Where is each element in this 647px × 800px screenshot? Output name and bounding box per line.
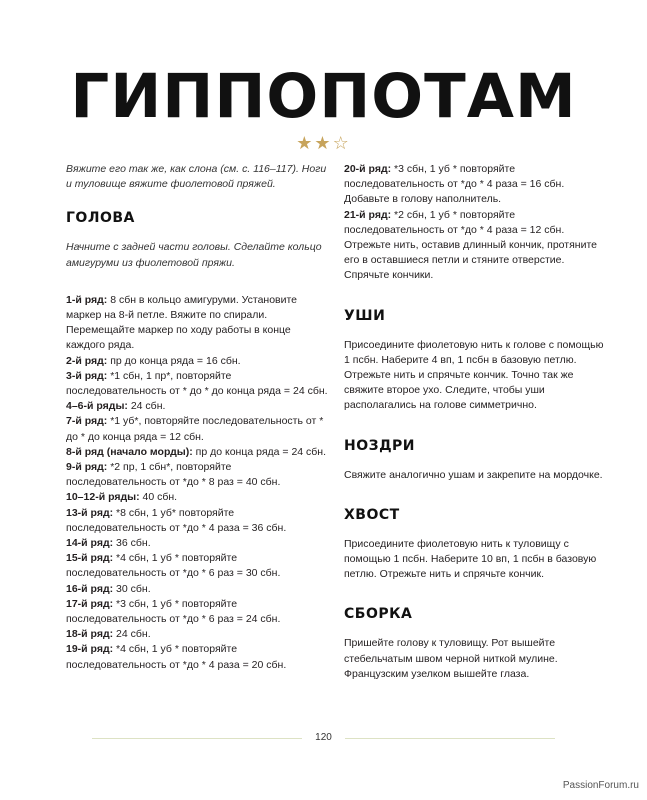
row-text: 24 сбн. (113, 628, 151, 641)
row-3 (66, 369, 328, 399)
row-label: 18-й ряд: (66, 628, 114, 641)
heading-ears: УШИ (344, 307, 386, 324)
row-text: 36 сбн. (113, 537, 151, 550)
tail-text: Присоедините фиолетовую нить к туловищу с помощью 1 псбн. Наберите 10 вп, 1 псбн в базовую петлю. Отрежьте нить и спрячьте кончик. (344, 537, 597, 581)
row-15 (66, 551, 328, 581)
row-label: 17-й ряд: (66, 597, 114, 610)
row-10-12 (66, 490, 328, 505)
row-label: 9-й ряд: (66, 461, 108, 474)
heading-assembly: СБОРКА (344, 606, 413, 623)
left-column (66, 162, 328, 673)
row-text: *3 сбн, 1 уб * повторяйте последовательность от *до * 4 раза = 16 сбн. Добавьте в голову наполнитель. (344, 163, 565, 206)
row-20 (344, 162, 606, 208)
row-13 (66, 506, 328, 536)
row-1 (66, 293, 328, 354)
row-text: *2 пр, 1 сбн*, повторяйте последовательность от *до * 8 раз = 40 сбн. (66, 461, 281, 489)
row-text: *3 сбн, 1 уб * повторяйте последовательность от *до * 6 раз = 24 сбн. (66, 597, 281, 626)
row-label: 2-й ряд: (66, 354, 108, 367)
nostrils-text: Свяжите аналогично ушам и закрепите на мордочке. (344, 468, 603, 481)
row-text: пр до конца ряда = 24 сбн. (192, 445, 327, 458)
row-2 (66, 354, 328, 369)
row-14 (66, 536, 328, 551)
row-8 (66, 445, 328, 460)
intro-note: Вяжите его так же, как слона (см. с. 116–117). Ноги и туловище вяжите фиолетовой пряжей. (66, 163, 327, 191)
row-label: 8-й ряд (начало морды): (66, 445, 193, 458)
heading-head: ГОЛОВА (66, 210, 135, 227)
row-16 (66, 582, 328, 597)
row-19 (66, 642, 328, 672)
row-text: пр до конца ряда = 16 сбн. (107, 354, 241, 367)
row-label: 19-й ряд: (66, 643, 114, 656)
row-label: 21-й ряд: (344, 208, 392, 221)
row-label: 15-й ряд: (66, 552, 114, 565)
row-label: 4–6-й ряды: (66, 400, 128, 413)
ears-text: Присоедините фиолетовую нить к голове с помощью 1 псбн. Наберите 4 вп, 1 псбн в базовую петлю. Отрежьте нить и спрячьте кончик. Точно так же свяжите второе ухо. Следите, чтобы уши располагались на голове симметрично. (344, 338, 604, 412)
row-text: 8 сбн в кольцо амигуруми. Установите маркер на 8-й петле. Вяжите по спирали. Перемещайте маркер по ходу работы в конце каждого ряда. (66, 293, 298, 352)
row-text: 24 сбн. (127, 400, 166, 413)
row-label: 1-й ряд: (66, 293, 108, 306)
difficulty-rating (0, 133, 647, 155)
row-4-6 (66, 399, 328, 414)
row-21 (344, 208, 606, 284)
row-label: 7-й ряд: (66, 415, 108, 428)
row-7 (66, 414, 328, 444)
row-text: *2 сбн, 1 уб * повторяйте последовательность от *до * 4 раза = 12 сбн. Отрежьте нить, оставив длинный кончик, протяните его в оставшиеся петли и стяните отверстие. Спрячьте кончики. (344, 208, 597, 282)
right-column (344, 162, 606, 682)
row-text: *1 сбн, 1 пр*, повторяйте последовательность от * до * до конца ряда = 24 сбн. (66, 369, 328, 398)
row-text: 40 сбн. (139, 491, 178, 504)
heading-tail: ХВОСТ (344, 506, 400, 523)
row-label: 20-й ряд: (344, 163, 392, 175)
heading-nostrils: НОЗДРИ (344, 437, 416, 454)
star-filled-icon: ★ (314, 133, 333, 154)
row-text: 30 сбн. (113, 582, 151, 595)
footer-divider-right (345, 738, 555, 739)
page-title: ГИППОПОТАМ (70, 61, 577, 132)
star-filled-icon: ★ (296, 133, 315, 154)
row-17 (66, 597, 328, 627)
row-label: 16-й ряд: (66, 582, 114, 595)
row-label: 3-й ряд: (66, 369, 108, 382)
row-label: 13-й ряд: (66, 506, 114, 519)
head-note: Начните с задней части головы. Сделайте кольцо амигуруми из фиолетовой пряжи. (66, 241, 322, 269)
row-text: *4 сбн, 1 уб * повторяйте последовательность от *до * 4 раза = 20 сбн. (66, 643, 287, 671)
row-9 (66, 460, 328, 490)
assembly-text: Пришейте голову к туловищу. Рот вышейте стебельчатым швом черной ниткой мулине. Французским узелком вышейте глаза. (344, 637, 558, 680)
page-number: 120 (315, 732, 332, 743)
row-label: 10–12-й ряды: (66, 491, 140, 504)
row-label: 14-й ряд: (66, 537, 114, 550)
row-text: *1 уб*, повторяйте последовательность от * до * до конца ряда = 12 сбн. (66, 415, 324, 443)
row-18 (66, 627, 328, 642)
star-empty-icon: ☆ (332, 133, 351, 154)
watermark: PassionForum.ru (562, 780, 639, 791)
row-text: *8 сбн, 1 уб* повторяйте последовательность от *до * 4 раза = 36 сбн. (66, 506, 287, 534)
row-text: *4 сбн, 1 уб * повторяйте последовательность от *до * 6 раз = 30 сбн. (66, 552, 281, 580)
